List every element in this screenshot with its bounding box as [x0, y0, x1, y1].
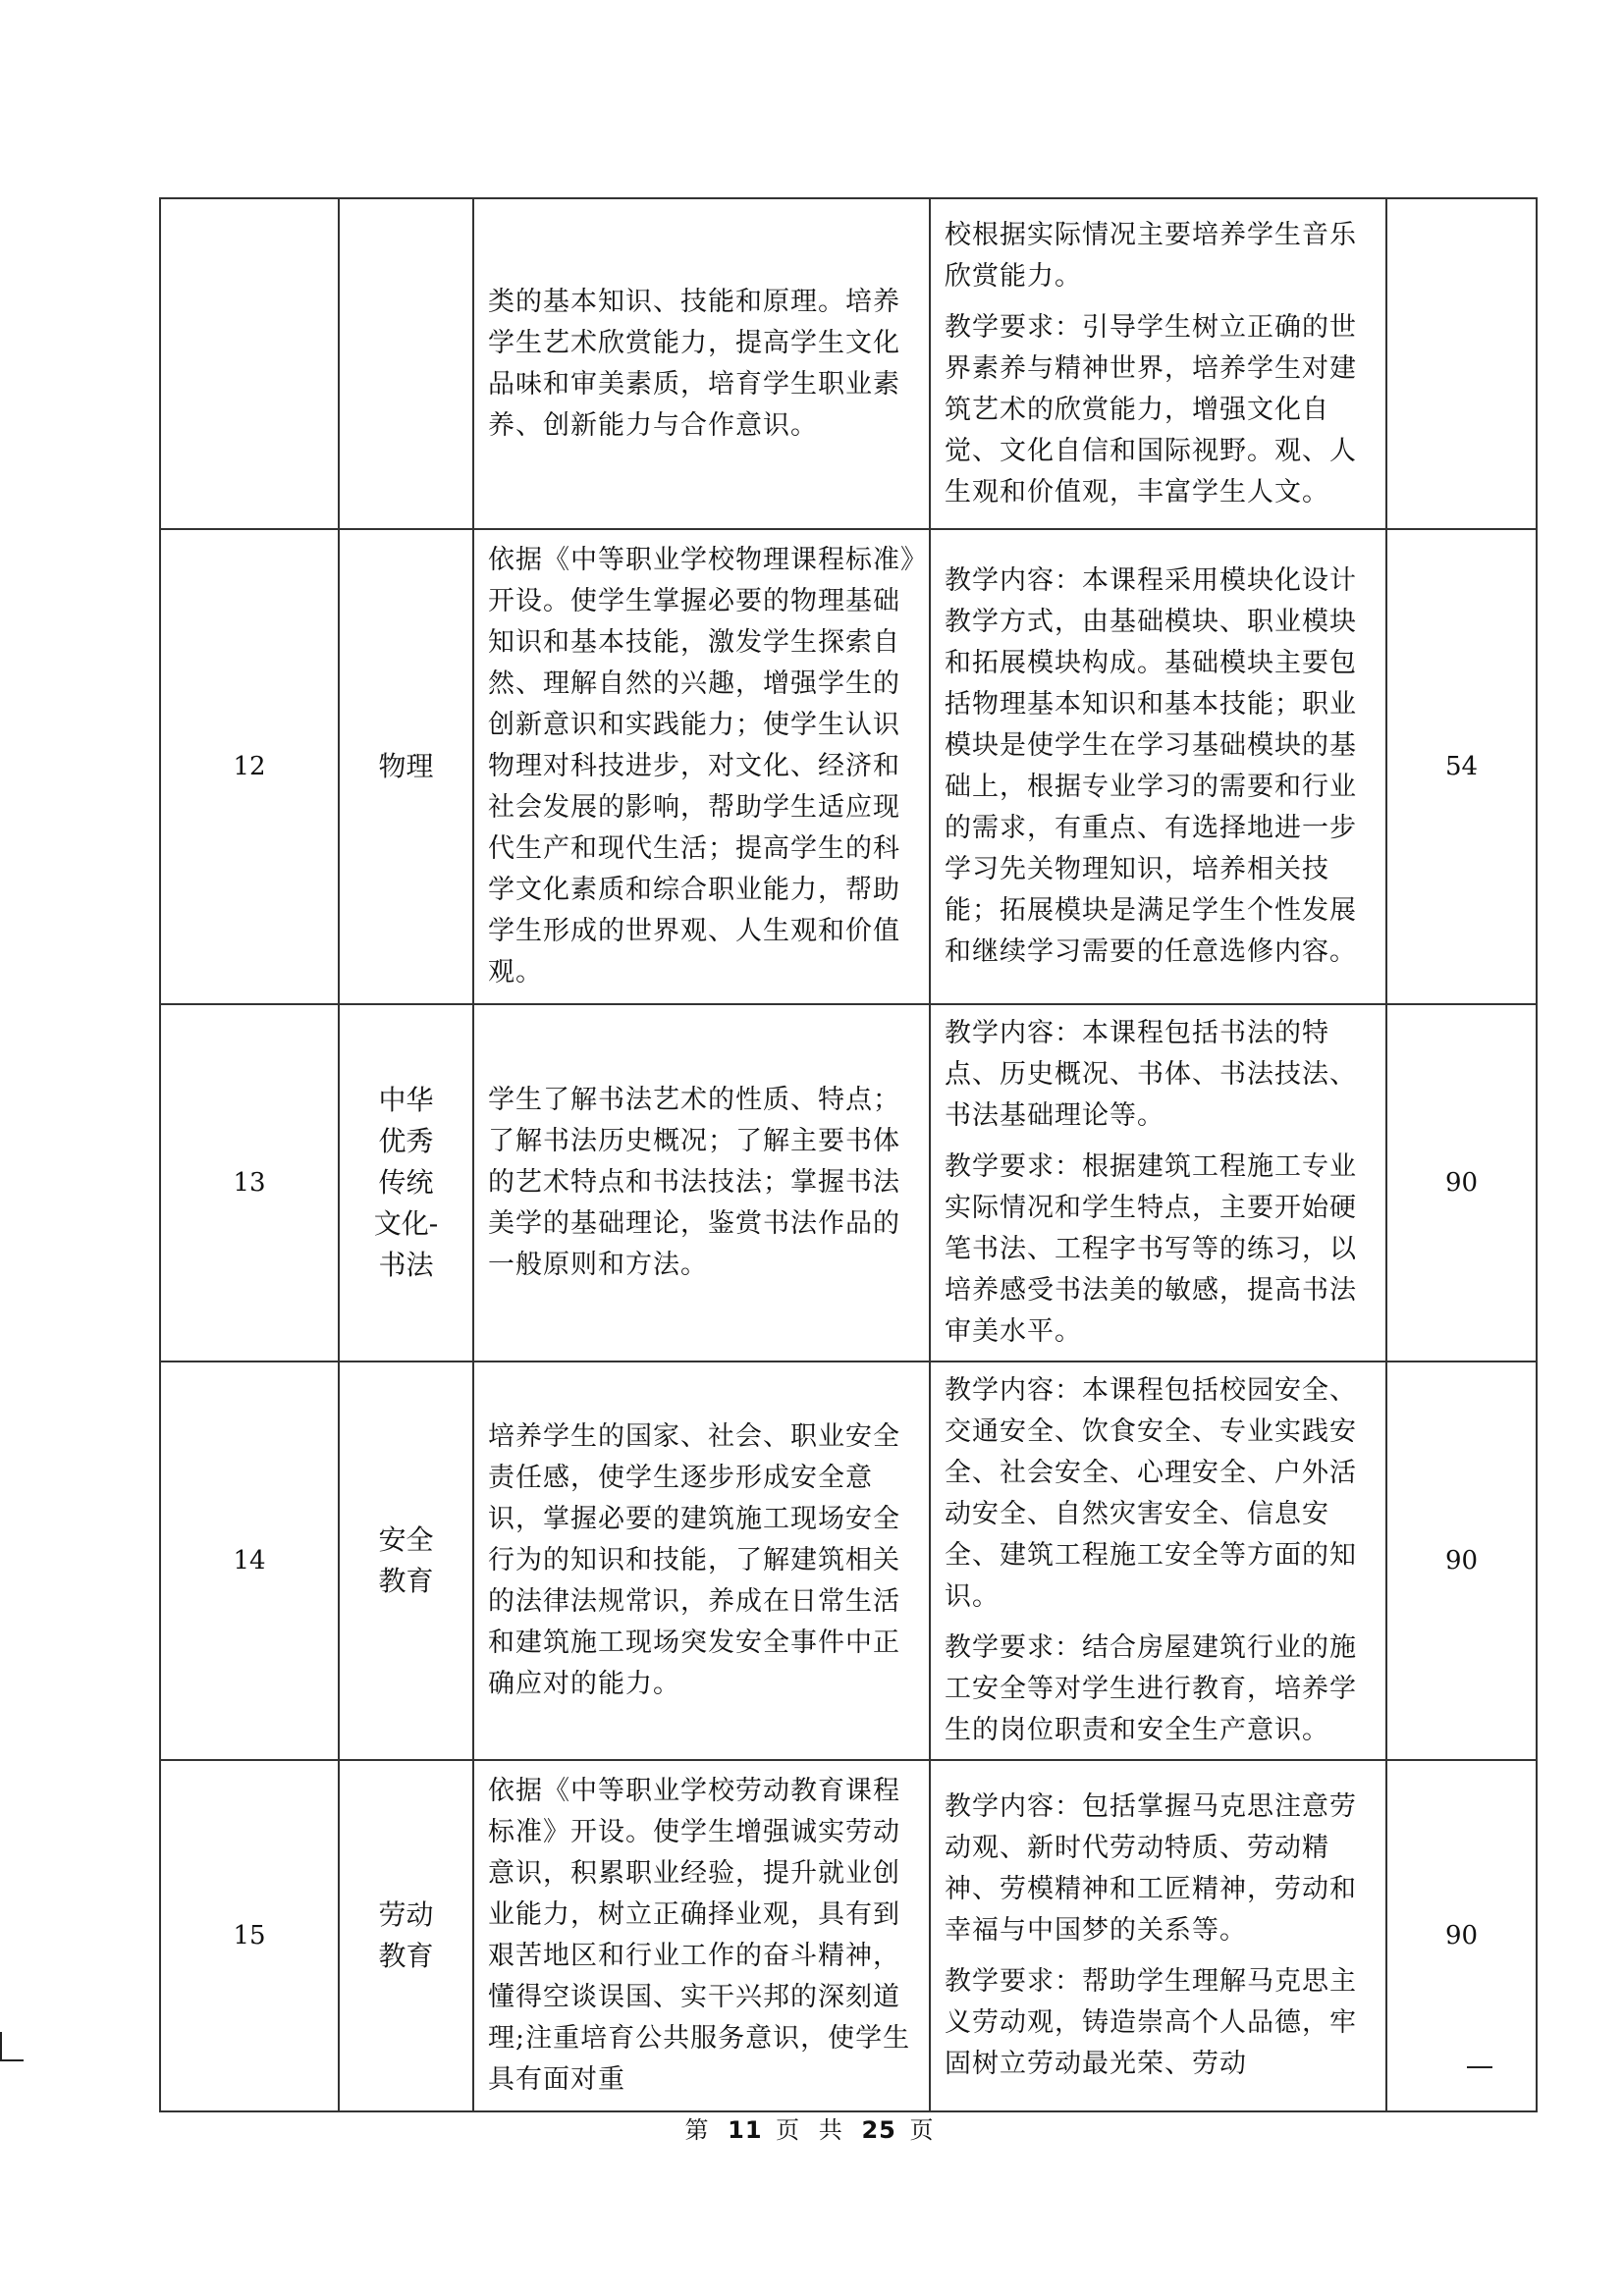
course-hours: 90: [1386, 1760, 1537, 2111]
course-objective-cell: [473, 198, 930, 529]
course-objective: 培养学生的国家、社会、职业安全责任感，使学生逐步形成安全意识，掌握必要的建筑施工现场安全行为的知识和技能，了解建筑相关的法律法规常识，养成在日常生活和建筑施工现场突发安全事件中正确应对的能力。: [488, 1421, 900, 1699]
course-content-paragraph: 教学内容：包括掌握马克思注意劳动观、新时代劳动特质、劳动精神、劳模精神和工匠精神，劳动和幸福与中国梦的关系等。: [945, 1791, 1357, 1946]
course-content-paragraph: 教学要求：帮助学生理解马克思主义劳动观，铸造崇高个人品德，牢固树立劳动最光荣、劳动: [945, 1966, 1357, 2079]
course-table-body: [160, 198, 1537, 2111]
course-content-paragraph: 教学要求：根据建筑工程施工专业实际情况和学生特点，主要开始硬笔书法、工程字书写等的练习，以培养感受书法美的敏感，提高书法审美水平。: [945, 1151, 1357, 1347]
course-content-paragraph: 教学内容：本课程包括书法的特点、历史概况、书体、书法技法、书法基础理论等。: [945, 1018, 1357, 1131]
course-name-cell: [339, 1004, 473, 1362]
course-table: [159, 197, 1538, 2112]
course-content-paragraph: 教学内容：本课程采用模块化设计教学方式，由基础模块、职业模块和拓展模块构成。基础模块主要包括物理基本知识和基本技能；职业模块是使学生在学习基础模块的基础上，根据专业学习的需要和行业的需求，有重点、有选择地进一步学习先关物理知识，培养相关技能；拓展模块是满足学生个性发展和继续学习需要的任意选修内容。: [945, 565, 1357, 967]
course-content-cell: [930, 198, 1386, 529]
course-objective: 类的基本知识、技能和原理。培养学生艺术欣赏能力，提高学生文化品味和审美素质，培育学生职业素养、创新能力与合作意识。: [488, 286, 900, 441]
course-name: 物理: [378, 750, 434, 782]
course-name: 中华优秀传统文化-书法: [373, 1084, 439, 1281]
course-hours: 54: [1386, 529, 1537, 1004]
footer-prefix: 第: [684, 2116, 715, 2144]
footer-total-pages: 25: [861, 2116, 896, 2144]
table-row: [160, 1362, 1537, 1760]
footer-page-number: 11: [728, 2116, 763, 2144]
course-objective-cell: [473, 1760, 930, 2111]
row-number: 14: [160, 1362, 339, 1760]
row-number: 15: [160, 1760, 339, 2111]
course-content-paragraph: 校根据实际情况主要培养学生音乐欣赏能力。: [945, 219, 1357, 292]
course-objective: 依据《中等职业学校物理课程标准》开设。使学生掌握必要的物理基础知识和基本技能，激发学生探索自然、理解自然的兴趣，增强学生的创新意识和实践能力；使学生认识物理对科技进步，对文化、经济和社会发展的影响，帮助学生适应现代生产和现代生活；提高学生的科学文化素质和综合职业能力，帮助学生形成的世界观、人生观和价值观。: [488, 545, 915, 988]
course-name: 安全教育: [378, 1523, 434, 1597]
row-number: [160, 198, 339, 529]
page-footer: [0, 2110, 1624, 2145]
course-name-cell: [339, 1760, 473, 2111]
row-number: 12: [160, 529, 339, 1004]
table-row: [160, 198, 1537, 529]
crop-mark-left-h: [0, 2059, 24, 2061]
course-content-cell: [930, 1760, 1386, 2111]
course-content-cell: [930, 529, 1386, 1004]
course-objective: 学生了解书法艺术的性质、特点；了解书法历史概况；了解主要书体的艺术特点和书法技法；掌握书法美学的基础理论，鉴赏书法作品的一般原则和方法。: [488, 1085, 900, 1280]
course-content-cell: [930, 1004, 1386, 1362]
course-content-paragraph: 教学要求：引导学生树立正确的世界素养与精神世界，培养学生对建筑艺术的欣赏能力，增强文化自觉、文化自信和国际视野。观、人生观和价值观，丰富学生人文。: [945, 311, 1357, 507]
course-objective-cell: [473, 1004, 930, 1362]
table-row: [160, 529, 1537, 1004]
course-content-paragraph: 教学内容：本课程包括校园安全、交通安全、饮食安全、专业实践安全、社会安全、心理安全、户外活动安全、自然灾害安全、信息安全、建筑工程施工安全等方面的知识。: [945, 1375, 1357, 1612]
course-objective: 依据《中等职业学校劳动教育课程标准》开设。使学生增强诚实劳动意识，积累职业经验，提升就业创业能力，树立正确择业观，具有到艰苦地区和行业工作的奋斗精神，懂得空谈误国、实干兴邦的深刻道理;注重培育公共服务意识，使学生具有面对重: [488, 1776, 911, 2095]
course-name-cell: [339, 198, 473, 529]
course-name-cell: [339, 1362, 473, 1760]
course-content-paragraph: 教学要求：结合房屋建筑行业的施工安全等对学生进行教育，培养学生的岗位职责和安全生产意识。: [945, 1632, 1357, 1745]
course-name: 劳动教育: [378, 1898, 434, 1972]
course-objective-cell: [473, 1362, 930, 1760]
crop-mark-left: [0, 2032, 2, 2061]
course-name-cell: [339, 529, 473, 1004]
table-row: [160, 1004, 1537, 1362]
course-content-cell: [930, 1362, 1386, 1760]
footer-suffix: 页: [909, 2116, 940, 2144]
table-row: [160, 1760, 1537, 2111]
row-number: 13: [160, 1004, 339, 1362]
course-objective-cell: [473, 529, 930, 1004]
course-hours: 90: [1386, 1362, 1537, 1760]
footer-middle: 页 共: [776, 2116, 848, 2144]
course-hours: [1386, 198, 1537, 529]
course-hours: 90: [1386, 1004, 1537, 1362]
